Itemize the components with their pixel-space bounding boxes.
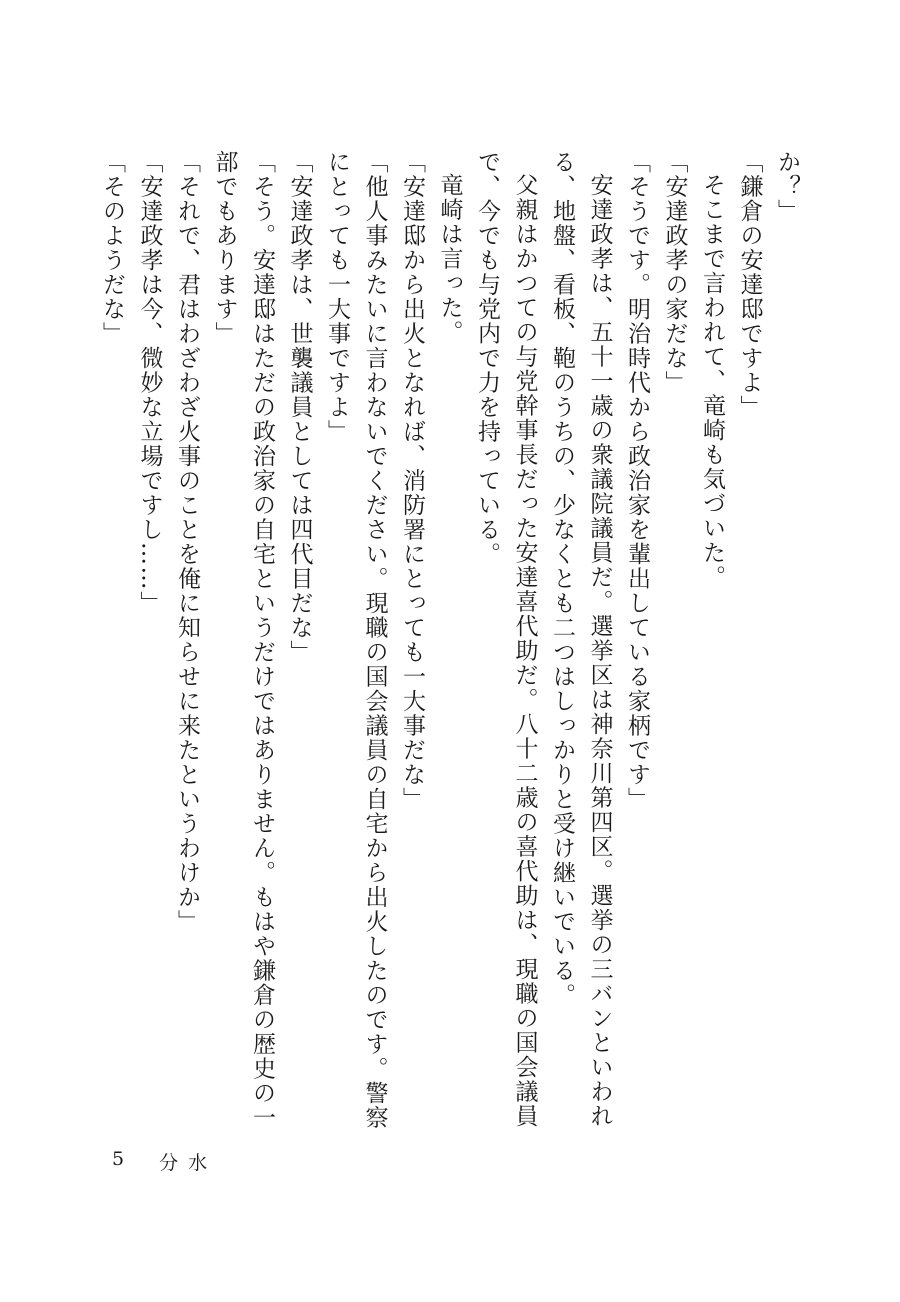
text-line: 「安達政孝は、世襲議員としては四代目だな」 [286,150,313,665]
text-line: 安達政孝は、五十一歳の衆議院議員だ。選挙区は神奈川第四区。選挙の三バンといわれる、地盤、看板、鞄のうちの、少なくとも二つはしっかりと受け継いでいる。 [549,150,613,1129]
page-number: 5 [112,1148,126,1170]
chapter-title: 分水 [159,1152,218,1174]
text-line: 竜崎は言った。 [436,173,463,345]
text-line: 「そう。安達邸はただの政治家の自宅というだけではありません。もはや鎌倉の歴史の一部でもあります」 [211,150,275,1130]
text-line: 「そのようだな」 [99,150,125,346]
text-line: 「安達邸から出火となれば、消防署にとっても一大事だな」 [399,150,425,812]
body-text [70,150,805,1140]
page-footer [112,1148,217,1175]
text-line: 「鎌倉の安達邸ですよ」 [736,150,763,420]
text-line: か？」 [774,150,800,224]
text-line: 「安達政孝は今、微妙な立場ですし……」 [136,150,163,616]
text-line: そこまで言われて、竜崎も気づいた。 [699,173,725,590]
text-line: 「そうです。明治時代から政治家を輩出している家柄です」 [624,150,650,812]
text-line: 「安達政孝の家だな」 [661,150,688,395]
text-line: 「他人事みたいに言わないでください。現職の国会議員の自宅から出火したのです。警察にとっても一大事ですよ」 [324,150,388,1130]
text-line: 「それで、君はわざわざ火事のことを俺に知らせに来たというわけか」 [174,150,200,934]
text-line: 父親はかつての与党幹事長だった安達喜代助だ。八十二歳の喜代助は、現職の国会議員で、今でも与党内で力を持っている。 [474,150,538,1129]
